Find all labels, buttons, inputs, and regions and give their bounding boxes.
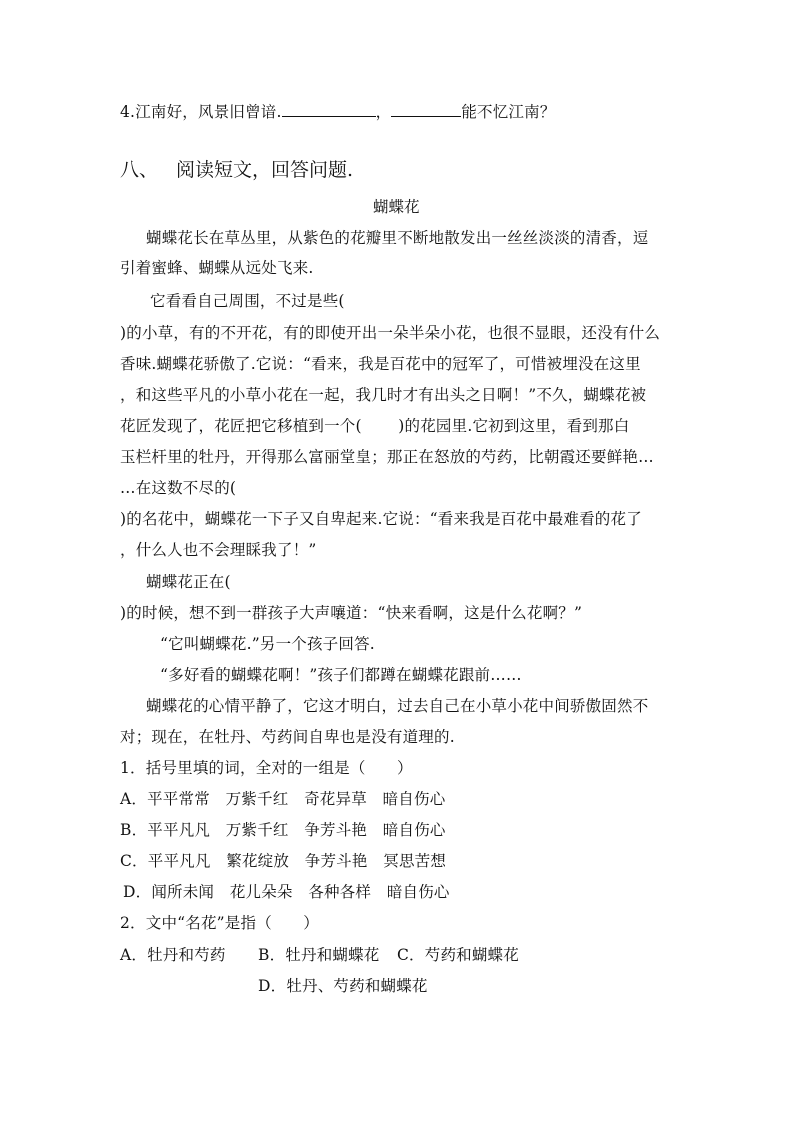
question-2-stem: 2．文中“名花”是指（ ） [120, 914, 320, 932]
passage-line: “它叫蝴蝶花.”另一个孩子回答. [160, 635, 375, 653]
question-4 [120, 102, 556, 122]
passage-line: …在这数不尽的( [120, 479, 237, 497]
section-title: 阅读短文，回答问题. [176, 159, 354, 181]
question-1-option-b[interactable]: B．平平凡凡 万紫千红 争芳斗艳 暗自伤心 [120, 821, 446, 839]
passage-line: 玉栏杆里的牡丹，开得那么富丽堂皇；那正在怒放的芍药，比朝霞还要鲜艳… [120, 448, 654, 466]
passage-line: 蝴蝶花长在草丛里，从紫色的花瓣里不断地散发出一丝丝淡淡的清香，逗 [146, 229, 649, 247]
question-2-option-a[interactable]: A．牡丹和芍药 [120, 946, 226, 964]
passage-line: 蝴蝶花的心情平静了，它这才明白，过去自己在小草小花中间骄傲固然不 [146, 697, 649, 715]
question-1-option-d[interactable]: D．闻所未闻 花儿朵朵 各种各样 暗自伤心 [123, 883, 450, 901]
question-2-option-c[interactable]: C．芍药和蝴蝶花 [397, 946, 519, 964]
passage-line: )的时候，想不到一群孩子大声嚷道：“快来看啊，这是什么花啊？” [120, 604, 583, 622]
question-2-option-b[interactable]: B．牡丹和蝴蝶花 [258, 946, 380, 964]
passage-title: 蝴蝶花 [373, 198, 420, 216]
question-4-suffix: 能不忆江南？ [461, 103, 556, 121]
passage-line: 引着蜜蜂、蝴蝶从远处飞来. [120, 259, 314, 277]
passage-line: 蝴蝶花正在( [146, 573, 231, 591]
passage-line: )的小草，有的不开花，有的即使开出一朵半朵小花，也很不显眼，还没有什么 [120, 324, 661, 342]
passage-line: 香味.蝴蝶花骄傲了.它说：“看来，我是百花中的冠军了，可惜被埋没在这里 [120, 355, 641, 373]
passage-line: )的名花中，蝴蝶花一下子又自卑起来.它说：“看来我是百花中最难看的花了 [120, 510, 642, 528]
question-1-option-c[interactable]: C．平平凡凡 繁花绽放 争芳斗艳 冥思苦想 [120, 852, 447, 870]
question-1-stem: 1．括号里填的词，全对的一组是（ ） [120, 759, 413, 777]
answer-blank-2[interactable] [391, 102, 461, 117]
passage-line: “多好看的蝴蝶花啊！”孩子们都蹲在蝴蝶花跟前…… [160, 666, 522, 684]
passage-line: ，什么人也不会理睬我了！” [120, 541, 317, 559]
question-4-prefix: 4.江南好，风景旧曾谙. [120, 103, 282, 121]
section-number: 八、 [120, 159, 159, 181]
question-4-comma: ， [375, 103, 392, 121]
passage-line: 它看看自己周围，不过是些( [150, 292, 345, 310]
question-2-option-d[interactable]: D．牡丹、芍药和蝴蝶花 [258, 977, 428, 995]
passage-line: 花匠发现了，花匠把它移植到一个( )的花园里.它初到这里，看到那白 [120, 417, 630, 435]
passage-line: 对；现在，在牡丹、芍药间自卑也是没有道理的. [120, 728, 455, 746]
answer-blank-1[interactable] [282, 102, 376, 117]
passage-line: ，和这些平凡的小草小花在一起，我几时才有出头之日啊！”不久，蝴蝶花被 [120, 386, 647, 404]
section-heading [120, 158, 353, 182]
question-1-option-a[interactable]: A．平平常常 万紫千红 奇花异草 暗自伤心 [120, 790, 446, 808]
